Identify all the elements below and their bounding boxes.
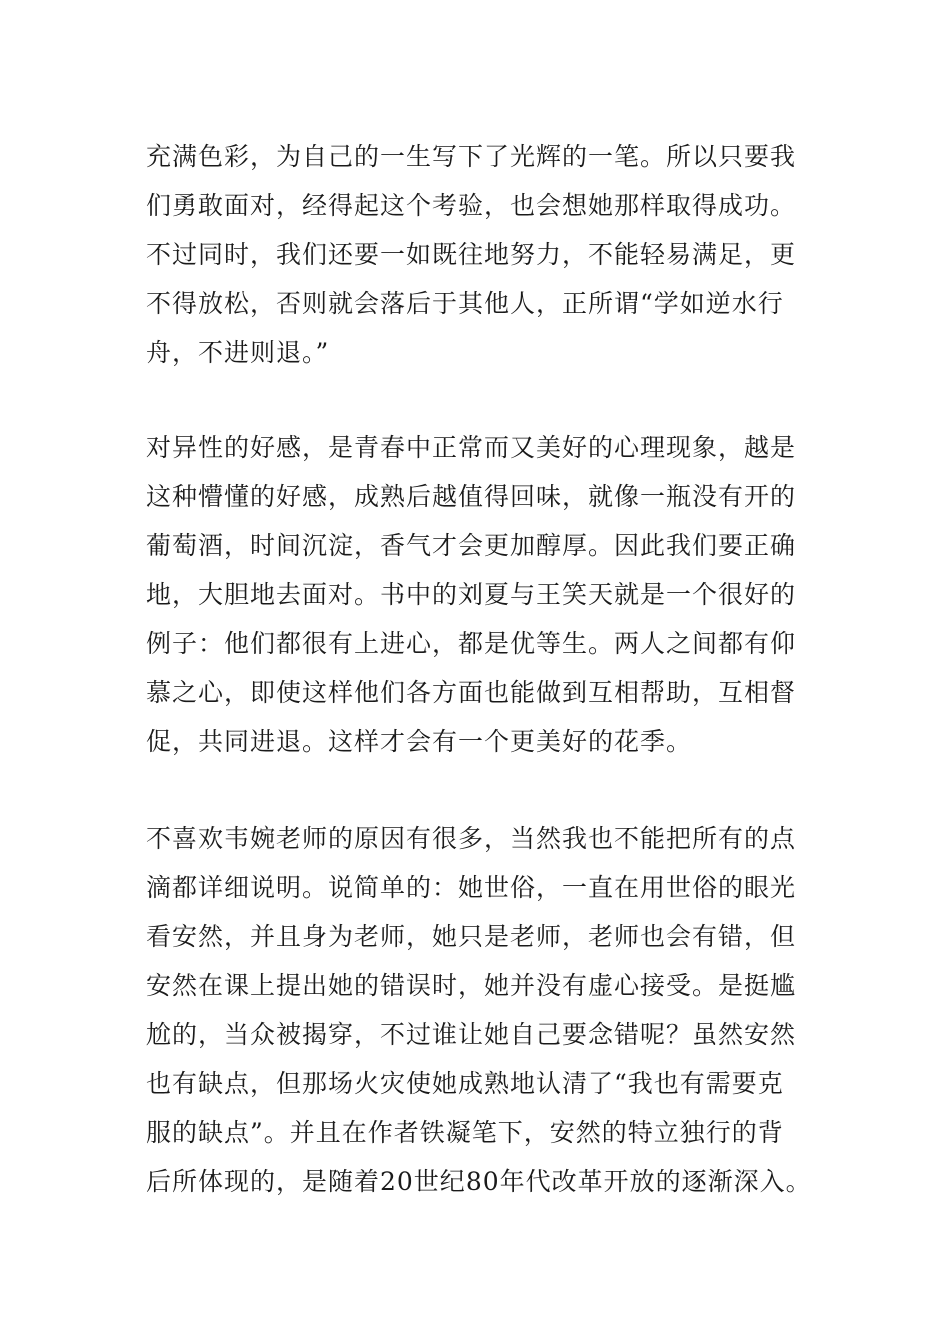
text-line: 例子：他们都很有上进心，都是优等生。两人之间都有仰 (146, 629, 797, 658)
text-line: 对异性的好感，是青春中正常而又美好的心理现象，越是 (146, 433, 797, 462)
text-line: 尬的，当众被揭穿，不过谁让她自己要念错呢？虽然安然 (146, 1020, 797, 1049)
text-line: 也有缺点，但那场火灾使她成熟地认清了“我也有需要克 (146, 1069, 784, 1098)
text-line: 看安然，并且身为老师，她只是老师，老师也会有错，但 (146, 922, 797, 951)
text-line: 不得放松，否则就会落后于其他人，正所谓“学如逆水行 (146, 289, 784, 318)
paragraph-1 (146, 132, 806, 377)
text-line: 们勇敢面对，经得起这个考验，也会想她那样取得成功。 (146, 191, 797, 220)
text-line: 滴都详细说明。说简单的：她世俗，一直在用世俗的眼光 (146, 873, 797, 902)
paragraph-3 (146, 814, 812, 1206)
text-line: 舟，不进则退。” (146, 338, 330, 367)
text-line: 不过同时，我们还要一如既往地努力，不能轻易满足，更 (146, 240, 797, 269)
text-line: 葡萄酒，时间沉淀，香气才会更加醇厚。因此我们要正确 (146, 531, 797, 560)
text-line: 后所体现的，是随着20世纪80年代改革开放的逐渐深入。 (146, 1167, 812, 1196)
text-line: 安然在课上提出她的错误时，她并没有虚心接受。是挺尴 (146, 971, 797, 1000)
text-line: 不喜欢韦婉老师的原因有很多，当然我也不能把所有的点 (146, 824, 797, 853)
text-line: 充满色彩，为自己的一生写下了光辉的一笔。所以只要我 (146, 142, 797, 171)
text-line: 地，大胆地去面对。书中的刘夏与王笑天就是一个很好的 (146, 580, 797, 609)
text-line: 服的缺点”。并且在作者铁凝笔下，安然的特立独行的背 (146, 1118, 784, 1147)
text-line: 慕之心，即使这样他们各方面也能做到互相帮助，互相督 (146, 678, 797, 707)
paragraph-2 (146, 423, 806, 766)
text-line: 这种懵懂的好感，成熟后越值得回味，就像一瓶没有开的 (146, 482, 797, 511)
text-line: 促，共同进退。这样才会有一个更美好的花季。 (146, 727, 693, 756)
